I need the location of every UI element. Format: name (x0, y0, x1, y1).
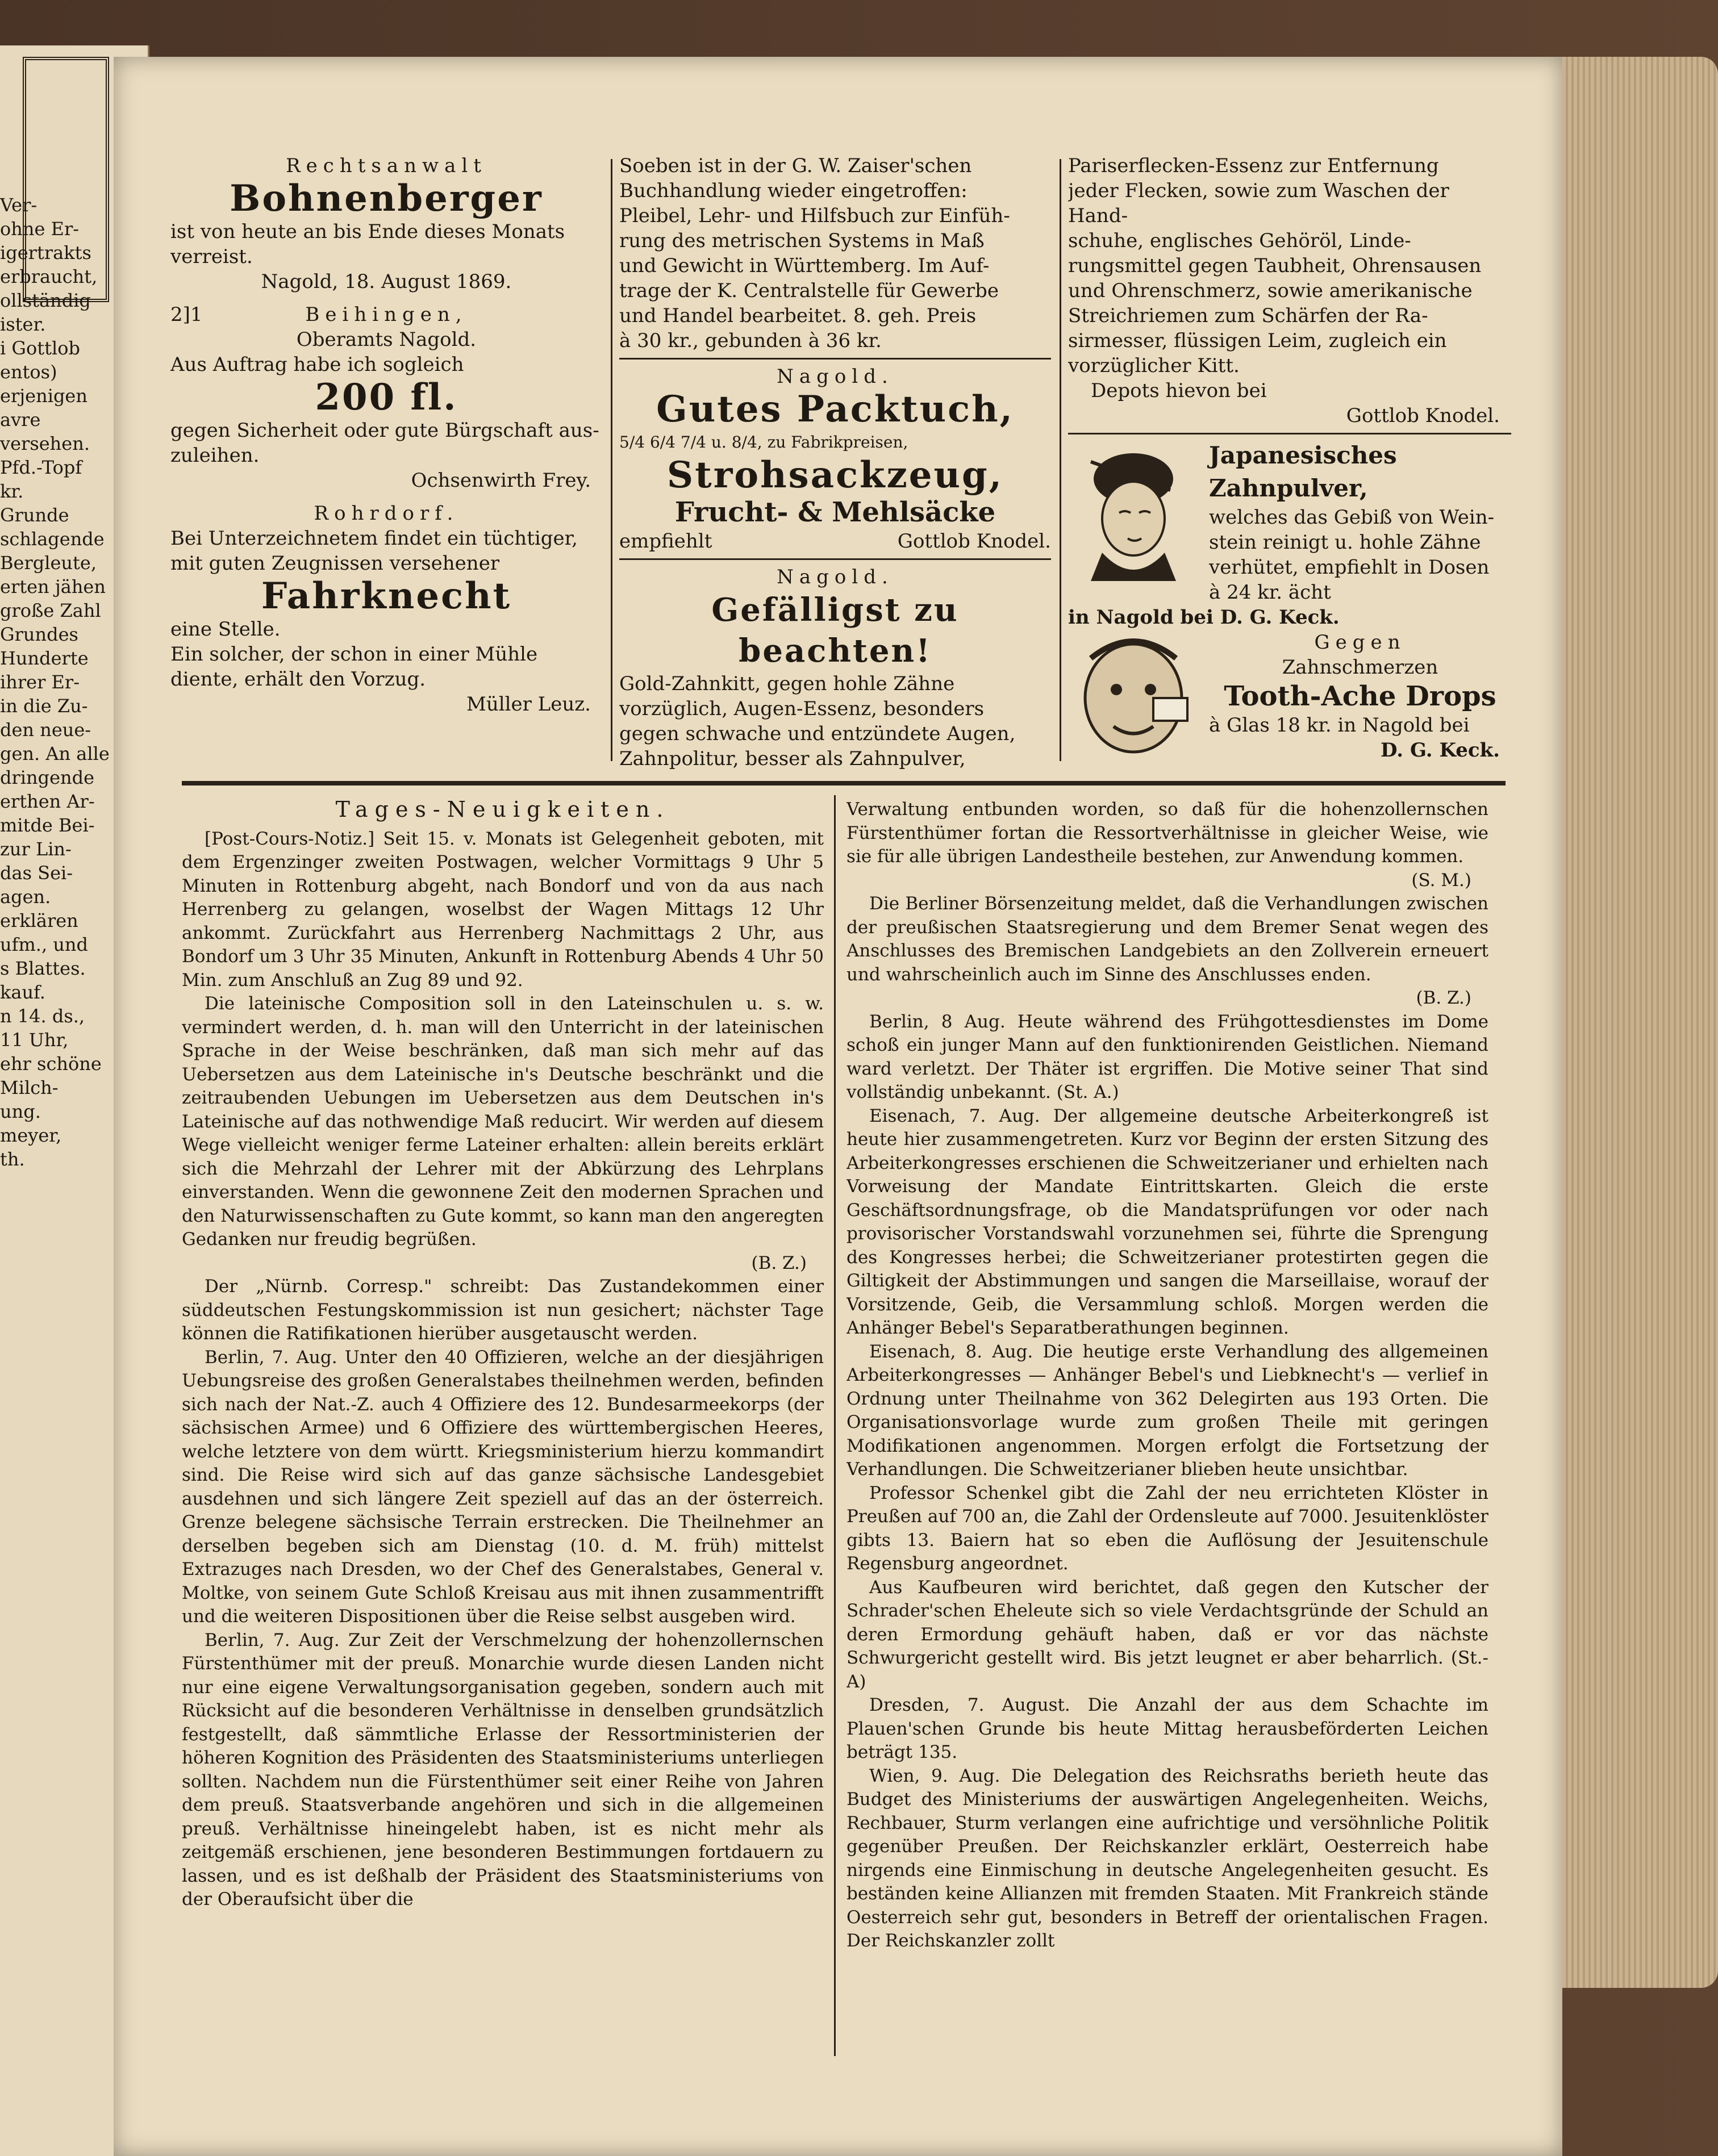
ad-divider (619, 358, 1051, 360)
news-item: Der „Nürnb. Corresp." schreibt: Das Zustandekommen einer süddeutschen Festungskommission ist nun gesichert; nächster Tage können die Ratifikationen hierüber ausgetauscht werden. (182, 1276, 824, 1344)
left-page-fragment: versehen. (0, 433, 90, 454)
news-column-2 (847, 798, 1488, 2065)
left-page-fragment: das Sei- (0, 862, 73, 884)
ad-line: diente, erhält den Vorzug. (170, 668, 426, 691)
left-page-fragment: entos) (0, 361, 57, 383)
ad-signature: Müller Leuz. (466, 693, 591, 716)
news-item: [Post-Cours-Notiz.] Seit 15. v. Monats ist Gelegenheit geboten, mit dem Ergenzinger zweiten Postwagen, welcher Vormittags 9 Uhr 5 Minuten in Rottenburg abgeht, nach Bondorf und von da aus nach Herrenberg zu gelangen, woselbst der Wagen Mittags 12 Uhr ankommt. Zurückfahrt aus Herrenberg Nachmittags 2 Uhr, aus Bondorf um 3 Uhr 35 Minuten, Ankunft in Rottenburg Abends 4 Uhr 50 Min. zum Anschluß an Zug 89 und 92. (182, 828, 824, 991)
ad-line: trage der K. Centralstelle für Gewerbe (619, 279, 999, 302)
ad-line: 5/4 6/4 7/4 u. 8/4, zu Fabrikpreisen, (619, 433, 908, 452)
left-page-fragment: agen. (0, 886, 51, 908)
ad-title: Bohnenberger (230, 177, 543, 220)
left-page-fragment: ollständig (0, 290, 91, 311)
left-page-fragment: dringende (0, 767, 95, 788)
ad-line: Depots hievon bei (1091, 379, 1267, 402)
left-page-fragment: den neue- (0, 719, 91, 741)
left-page-fragment: Milch- (0, 1077, 59, 1098)
ad-title: Fahrknecht (261, 575, 512, 617)
ad-divider (619, 558, 1051, 560)
ad-title: 200 fl. (315, 376, 458, 419)
ad-line: gegen Sicherheit oder gute Bürgschaft aus- (170, 419, 599, 442)
ad-line: eine Stelle. (170, 618, 281, 641)
ad-line: vorzüglich, Augen-Essenz, besonders (619, 697, 985, 720)
left-page-fragment: kauf. (0, 981, 45, 1003)
news-source: (B. Z.) (751, 1252, 807, 1273)
left-page-fragment: meyer, (0, 1125, 62, 1146)
news-item: Die lateinische Composition soll in den Lateinschulen u. s. w. vermindert werden, d. h. man will den Unterricht in der lateinischen Sprache in der Weise beschränken, daß man sich mehr auf das Uebersetzen aus dem Lateinische in's Deutsche beschränkt und die zeitraubenden Uebungen im Uebersetzen aus dem Deutschen in's Lateinische auf das nothwendige Maß reducirt. Wir werden auf diesem Wege vielleicht weniger ferme Lateiner erhalten: allein bereits erklärt sich die Mehrzahl der Lehrer mit der Abkürzung des Lehrplans einverstanden. Wenn die gewonnene Zeit den modernen Sprachen und den Naturwissenschaften zu Gute kommt, so kann man den angeregten Gedanken nur freudig begrüßen. (182, 993, 824, 1250)
left-page-fragment: i Gottlob (0, 337, 80, 359)
column-rule (1060, 159, 1061, 761)
ad-column-3 (1068, 153, 1511, 772)
news-item: Wien, 9. Aug. Die Delegation des Reichsraths berieth heute das Budget des Ministeriums der auswärtigen Angelegenheiten. Weichs, Rechbauer, Sturm verlangen eine aufrichtige und versöhnliche Politik gegenüber Preußen. Der Reichskanzler erklärt, Oesterreich habe nirgends eine Einmischung in deutsche Angelegenheiten gesucht. Es beständen keine Allianzen mit fremden Staaten. Mit Frankreich stände Oesterreich sehr gut, besonders in Betreff der orientalischen Fragen. Der Reichskanzler zollt (847, 1765, 1488, 1951)
ad-zahnpulver (1068, 439, 1511, 630)
ad-title-3: Frucht- & Mehlsäcke (674, 496, 996, 528)
man-face-illustration (1068, 630, 1199, 772)
ad-line: jeder Flecken, sowie zum Waschen der Hand- (1068, 179, 1449, 227)
left-page-fragment: Pfd.-Topf (0, 457, 82, 478)
ad-line: à Glas 18 kr. in Nagold bei (1209, 714, 1470, 737)
news-item: Eisenach, 7. Aug. Der allgemeine deutsche Arbeiterkongreß ist heute hier zusammengetreten. Kurz vor Beginn der ersten Sitzung des Arbeiterkongresses erschienen die Schweitzerianer und erhielten nach Vorweisung der Mandate Eintrittskarten. Gleich die erste Geschäftsordnungsfrage, ob die Mandatsprüfungen vor oder nach provisorischer Vorstandswahl vorzunehmen sei, führte die Sprengung des Kongresses herbei; die Schweitzerianer protestirten gegen die Giltigkeit der Abstimmungen und sangen die Marseillaise, worauf der Vorsitzende, Geib, die Versammlung schloß. Morgen werden die Anhänger Bebel's Separatberathungen beginnen. (847, 1105, 1488, 1338)
ad-title: Gefälligst zu beachten! (711, 591, 959, 670)
ad-column-1 (170, 153, 602, 772)
ad-fahrknecht (170, 501, 602, 717)
ad-column-2 (619, 153, 1051, 772)
left-page-fragment: ihrer Er- (0, 671, 80, 693)
left-page-fragment: große Zahl (0, 600, 101, 621)
left-page-fragment: erbraucht, (0, 266, 98, 287)
left-page-fragment: erjenigen (0, 385, 87, 407)
left-page-fragment: avre (0, 409, 41, 431)
ad-sub: Oberamts Nagold. (296, 328, 477, 351)
ad-signature: Ochsenwirth Frey. (411, 469, 591, 492)
ad-line: Pleibel, Lehr- und Hilfsbuch zur Einfüh- (619, 204, 1010, 227)
ad-header: Rechtsanwalt (286, 154, 487, 177)
left-page-fragment: zur Lin- (0, 838, 72, 860)
left-page-fragment: mitde Bei- (0, 814, 95, 836)
left-page-fragment: kr. (0, 480, 24, 502)
ad-signature: Gottlob Knodel. (1346, 404, 1500, 427)
ad-line: schuhe, englisches Gehöröl, Linde- (1068, 229, 1411, 252)
ad-sub: Zahnschmerzen (1282, 656, 1438, 679)
ad-line: Gold-Zahnkitt, gegen hohle Zähne (619, 672, 955, 695)
ad-line: Bei Unterzeichnetem findet ein tüchtiger, (170, 527, 578, 550)
left-page-fragment: igertrakts (0, 242, 91, 264)
left-page-fragment: s Blattes. (0, 958, 86, 979)
ad-header: Nagold. (777, 365, 894, 388)
ad-line: ist von heute an bis Ende dieses Monats (170, 220, 565, 243)
ad-line: vorzüglicher Kitt. (1068, 354, 1240, 377)
news-item: Eisenach, 8. Aug. Die heutige erste Verhandlung des allgemeinen Arbeiterkongresses — Anhänger Bebel's und Liebknecht's — verlief in Ordnung unter Theilnahme von 362 Delegirten aus 193 Orten. Die Organisationsvorlage wurde zum großen Theile mit geringen Modifikationen angenommen. Morgen erfolgt die Fortsetzung der Verhandlungen. Die Schweitzerianer blieben heute unsichtbar. (847, 1341, 1488, 1480)
ad-line: Ein solcher, der schon in einer Mühle (170, 643, 538, 666)
ad-header: Beihingen, (305, 303, 468, 326)
left-page-fragment: erklären (0, 910, 78, 931)
news-item: Berlin, 8 Aug. Heute während des Frühgottesdienstes im Dome schoß ein junger Mann auf den funktionirenden Geistlichen. Niemand ward verletzt. Der Thäter ist ergriffen. Die Motive seiner That sind vollständig unbekannt. (St. A.) (847, 1011, 1488, 1102)
news-item: Professor Schenkel gibt die Zahl der neu errichteten Klöster in Preußen auf 700 an, die Zahl der Ordensleute auf 7000. Jesuitenklöster gibts 13. Baiern hat so eben die Auflösung der Jesuitenschule Regensburg angeordnet. (847, 1482, 1488, 1574)
ad-line: Buchhandlung wieder eingetroffen: (619, 179, 968, 202)
ad-header: Nagold. (777, 566, 894, 588)
news-item: Dresden, 7. August. Die Anzahl der aus dem Schachte im Plauen'schen Grunde bis heute Mittag herausbeförderten Leichen beträgt 135. (847, 1695, 1488, 1762)
ad-book-notice (619, 153, 1051, 353)
left-page-fragment: Ver- (0, 194, 37, 216)
left-page-fragment: in die Zu- (0, 695, 88, 717)
ad-line: D. G. Keck. (1381, 739, 1500, 762)
ad-title: Japanesisches Zahnpulver, (1209, 441, 1397, 502)
left-page-fragment: n 14. ds., (0, 1005, 85, 1027)
column-rule (834, 795, 836, 2056)
news-item: Die Berliner Börsenzeitung meldet, daß die Verhandlungen zwischen der preußischen Staatsregierung und dem Bremer Senat wegen des Anschlusses des Bremischen Landgebiets an den Zollverein erneuert und wahrscheinlich auch im Sinne des Anschlusses enden. (847, 893, 1488, 985)
news-item: Berlin, 7. Aug. Zur Zeit der Verschmelzung der hohenzollernschen Fürstenthümer mit der preuß. Monarchie wurde diesen Landen nicht nur eine eigene Verwaltungsorganisation gegeben, sondern auch mit Rücksicht auf die besonderen Verhältnisse in denselben grundsätzlich festgestellt, daß sämmtliche Erlasse der Ressortministerien der höheren Kognition des Präsidenten des Staatsministeriums unterliegen sollten. Nachdem nun die Fürstenthümer seit einer Reihe von Jahren dem preuß. Staatsverbande angehören und sich in die allgemeinen preuß. Verhältnisse hineingelebt haben, ist es nicht mehr als zeitgemäß erschienen, jene besonderen Bestimmungen fortdauern zu lassen, und es ist deßhalb der Präsident des Staatsministeriums von der Oberaufsicht über die (182, 1629, 824, 1910)
left-page-fragment: Grunde (0, 504, 69, 526)
ad-line: und Gewicht in Württemberg. Im Auf- (619, 254, 990, 277)
ad-title: Tooth-Ache Drops (1224, 680, 1496, 712)
news-heading: Tages-Neuigkeiten. (335, 798, 670, 822)
ad-header: Gegen (1314, 631, 1406, 654)
news-source: (S. M.) (1411, 870, 1471, 891)
ad-line: und Handel bearbeitet. 8. geh. Preis (619, 304, 977, 327)
ad-lead-mark: 2]1 (170, 303, 203, 326)
left-page-fragment: schlagende (0, 528, 105, 550)
left-page-fragment: Bergleute, (0, 552, 97, 574)
ad-line: zuleihen. (170, 444, 260, 467)
ad-line: und Ohrenschmerz, sowie amerikanische (1068, 279, 1473, 302)
news-source: (B. Z.) (1416, 988, 1471, 1008)
left-page-fragment: 11 Uhr, (0, 1029, 69, 1051)
news-item: Berlin, 7. Aug. Unter den 40 Offizieren, welche an der diesjährigen Uebungsreise des großen Generalstabes theilnehmen werden, befinden sich nach der Nat.-Z. auch 4 Offiziere des 12. Bundesarmeekorps (der sächsischen Armee) und 6 Offiziere des württembergischen Heeres, welche letztere von dem württ. Kriegsministerium hierzu kommandirt sind. Die Reise wird sich auf das ganze sächsische Landesgebiet ausdehnen und sich längere Zeit speziell auf das an der österreich. Grenze belegene sächsische Terrain erstrecken. Die Theilnehmer an derselben begeben sich am Dienstag (10. d. M. früh) mittelst Extrazuges nach Dresden, wo der Chef des Generalstabes, General v. Moltke, von seinem Gute Schloß Kreisau aus mit ihnen zusammentrifft und die weiteren Dispositionen über die Reise selbst ausgeben wird. (182, 1347, 824, 1627)
ad-line: Soeben ist in der G. W. Zaiser'schen (619, 154, 972, 177)
ad-title: Gutes Packtuch, (656, 388, 1014, 431)
left-page-fragment: Grundes (0, 624, 78, 645)
ad-line: stein reinigt u. hohle Zähne (1209, 531, 1481, 554)
left-page-fragment: ister. (0, 314, 46, 335)
left-page-fragment: gen. An alle (0, 743, 110, 764)
ad-bohnenberger (170, 153, 602, 294)
ad-beachten (619, 565, 1051, 771)
ad-line: gegen schwache und entzündete Augen, (619, 722, 1016, 745)
book-page-edges (1562, 57, 1718, 1988)
ad-200fl (170, 302, 602, 493)
ad-line: à 24 kr. ächt (1209, 581, 1331, 604)
ad-line: Streichriemen zum Schärfen der Ra- (1068, 304, 1428, 327)
ad-title-2: Strohsackzeug, (666, 454, 1004, 496)
newspaper-page (114, 57, 1562, 2156)
left-page-fragment: Hunderte (0, 647, 89, 669)
news-item: Aus Kaufbeuren wird berichtet, daß gegen den Kutscher der Schrader'schen Eheleute sich so viele Verdachtsgründe der Schuld an deren Ermordung gehäuft haben, daß er vor das nächste Schwurgericht gestellt wird. Bis jetzt leugnet er aber beharrlich. (St.-A) (847, 1577, 1488, 1692)
left-page-fragment: ung. (0, 1101, 41, 1122)
news-column-1 (182, 798, 824, 2065)
column-rule (611, 159, 612, 761)
ad-line: verhütet, empfiehlt in Dosen (1209, 556, 1490, 579)
ad-line: rung des metrischen Systems in Maß (619, 229, 985, 252)
ad-signature: Gottlob Knodel. (897, 530, 1051, 553)
japanese-woman-illustration (1068, 439, 1199, 581)
ad-line: in Nagold bei D. G. Keck. (1068, 606, 1340, 629)
left-page-fragment: erthen Ar- (0, 791, 95, 812)
ad-pariser (1068, 153, 1511, 428)
ad-line: à 30 kr., gebunden à 36 kr. (619, 329, 882, 352)
left-page-fragment: ufm., und (0, 934, 89, 955)
section-rule (182, 781, 1506, 785)
ad-toothache (1068, 630, 1511, 763)
news-item: Verwaltung entbunden worden, so daß für die hohenzollernschen Fürstenthümer fortan die Ressortverhältnisse in gleicher Weise, wie sie für alle übrigen Landestheile bestehen, zur Anwendung kommen. (847, 799, 1488, 867)
left-page-fragment: erten jähen (0, 576, 106, 598)
ad-date: Nagold, 18. August 1869. (261, 270, 512, 293)
ad-sign-left: empfiehlt (619, 530, 712, 553)
ad-line: Zahnpolitur, besser als Zahnpulver, (619, 747, 966, 770)
ad-packtuch (619, 364, 1051, 554)
ad-line: rungsmittel gegen Taubheit, Ohrensausen (1068, 254, 1482, 277)
left-page-fragment: ehr schöne (0, 1053, 102, 1075)
ad-header: Rohrdorf. (314, 502, 459, 525)
ad-line: verreist. (170, 245, 253, 268)
ad-line: sirmesser, flüssigen Leim, zugleich ein (1068, 329, 1447, 352)
ad-line: Aus Auftrag habe ich sogleich (170, 353, 464, 376)
ad-line: Pariserflecken-Essenz zur Entfernung (1068, 154, 1439, 177)
ad-divider (1068, 433, 1511, 434)
ad-sign-row (619, 529, 1051, 554)
ad-line: welches das Gebiß von Wein- (1209, 506, 1495, 529)
ad-line: mit guten Zeugnissen versehener (170, 552, 500, 575)
left-page-fragment: ohne Er- (0, 218, 80, 240)
left-page-fragment: th. (0, 1148, 25, 1170)
